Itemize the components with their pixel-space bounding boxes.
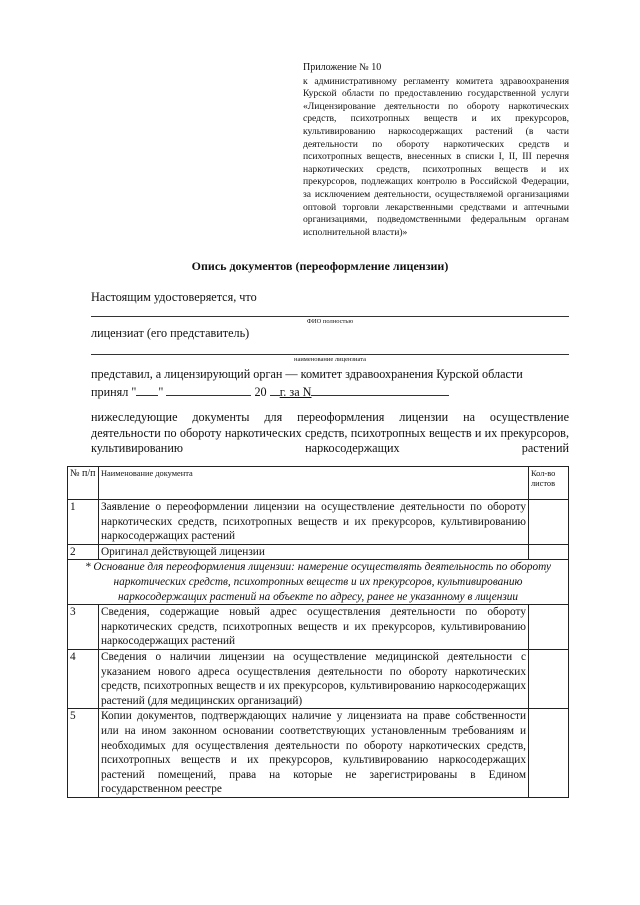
header-sheets: Кол-во листов	[529, 467, 569, 500]
appendix-body: к административному регламенту комитета здравоохранения Курской области по предоставлению государственной услуги «Лицензирование деятельности по обороту наркотических средств, психотропных веществ и их прекурсоров, культивированию наркосодержащих растений (в части деятельности по обороту наркотических средств и психотропных веществ, внесенных в списки I, II, III перечня наркотических средств, психотропных веществ и их прекурсоров, подлежащих контролю в Российской Федерации, за исключением деятельности, осуществляемой организациями оптовой торговли лекарственными средствами и аптечными организациями, подведомственными федеральным органам исполнительной власти)»	[303, 75, 569, 238]
row-name: Оригинал действующей лицензии	[99, 544, 529, 560]
row-num: 2	[68, 544, 99, 560]
row-sheets[interactable]	[529, 544, 569, 560]
year-field[interactable]	[270, 385, 280, 396]
fio-line	[91, 316, 569, 317]
accepted-quote: "	[158, 385, 164, 399]
row-sheets[interactable]	[529, 649, 569, 708]
documents-table	[67, 466, 569, 798]
table-row	[68, 500, 569, 545]
licensee-line	[91, 354, 569, 355]
appendix-block	[303, 62, 569, 239]
submitted-text: представил, а лицензирующий орган — комитет здравоохранения Курской области	[91, 367, 523, 381]
row-num: 4	[68, 649, 99, 708]
table-row	[68, 544, 569, 560]
certify-text: Настоящим удостоверяется, что	[91, 290, 257, 304]
table-note-row	[68, 560, 569, 605]
accepted-prefix: принял "	[91, 385, 137, 399]
table-row	[68, 605, 569, 650]
header-num: № п/п	[68, 467, 99, 500]
table-row	[68, 709, 569, 798]
header-name: Наименование документа	[99, 467, 529, 500]
accepted-year-suffix: г. за N	[279, 385, 312, 399]
row-name: Сведения, содержащие новый адрес осуществления деятельности по обороту наркотических средств, психотропных веществ и их прекурсоров, культивированию наркосодержащих растений	[99, 605, 529, 650]
appendix-title: Приложение № 10	[303, 62, 382, 73]
row-num: 1	[68, 500, 99, 545]
registration-number-field[interactable]	[311, 385, 449, 396]
licensee-text: лицензиат (его представитель)	[91, 326, 250, 340]
row-sheets[interactable]	[529, 500, 569, 545]
accepted-line	[91, 385, 449, 400]
row-sheets[interactable]	[529, 709, 569, 798]
licensee-caption: наименование лицензиата	[293, 356, 367, 363]
renewal-basis-note: * Основание для переоформления лицензии: намерение осуществлять деятельность по обороту наркотических средств, психотропных веществ и их прекурсоров, культивированию наркосодержащих растений на объекте по адресу, ранее не указанному в лицензии	[68, 560, 569, 605]
fio-caption: ФИО полностью	[306, 318, 354, 325]
row-sheets[interactable]	[529, 605, 569, 650]
document-title: Опись документов (переоформление лицензии)	[191, 259, 449, 273]
row-num: 3	[68, 605, 99, 650]
table-row	[68, 649, 569, 708]
month-field[interactable]	[166, 385, 251, 396]
day-field[interactable]	[136, 385, 158, 396]
documents-paragraph: нижеследующие документы для переоформления лицензии на осуществление деятельности по обороту наркотических средств, психотропных веществ и их прекурсоров, культивированию наркосодержащих растений	[91, 410, 569, 455]
accepted-year: 20	[254, 385, 267, 399]
row-name: Сведения о наличии лицензии на осуществление медицинской деятельности с указанием нового адреса осуществления деятельности по обороту наркотических средств, психотропных веществ и их прекурсоров, культивированию наркосодержащих растений (для медицинских организаций)	[99, 649, 529, 708]
table-header-row	[68, 467, 569, 500]
row-name: Копии документов, подтверждающих наличие у лицензиата на праве собственности или на ином законном основании соответствующих установленным требованиям и необходимых для осуществления деятельности по обороту наркотических средств, психотропных веществ и их прекурсоров, культивированию наркосодержащих растений помещений, права на которые не зарегистрированы в Едином государственном реестре	[99, 709, 529, 798]
row-num: 5	[68, 709, 99, 798]
row-name: Заявление о переоформлении лицензии на осуществление деятельности по обороту наркотических средств, психотропных веществ и их прекурсоров, культивированию наркосодержащих растений	[99, 500, 529, 545]
